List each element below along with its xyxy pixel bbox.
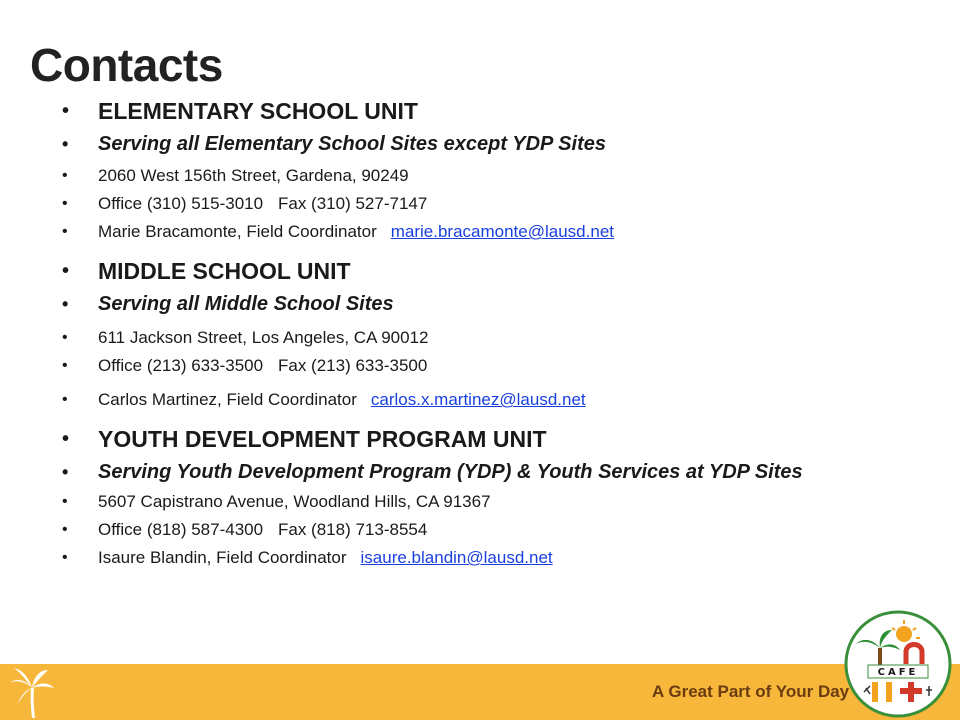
cafe-logo-text: CAFE: [877, 667, 919, 678]
page-title: Contacts: [30, 39, 223, 91]
section-heading-ydp: • YOUTH DEVELOPMENT PROGRAM UNIT: [62, 424, 922, 454]
coordinator-name: Isaure Blandin, Field Coordinator: [98, 548, 347, 567]
phone-row-ydp: [62, 520, 922, 540]
address-ydp: • 5607 Capistrano Avenue, Woodland Hills, CA 91367: [62, 492, 922, 512]
office-phone: Office (310) 515-3010: [98, 194, 264, 213]
fax-number: Fax (310) 527-7147: [278, 194, 428, 213]
section-subheading-elementary: • Serving all Elementary School Sites except YDP Sites: [62, 130, 922, 158]
email-link-ydp[interactable]: isaure.blandin@lausd.net: [360, 548, 553, 567]
email-link-elementary[interactable]: marie.bracamonte@lausd.net: [390, 222, 614, 241]
footer-tagline: A Great Part of Your Day: [652, 682, 850, 701]
phone-row-elementary: [62, 194, 922, 214]
cafe-logo-icon: [842, 608, 954, 720]
section-heading-elementary: • ELEMENTARY SCHOOL UNIT: [62, 96, 922, 126]
coordinator-name: Marie Bracamonte, Field Coordinator: [98, 222, 377, 241]
coordinator-row-ydp: [62, 548, 922, 568]
coordinator-name: Carlos Martinez, Field Coordinator: [98, 390, 357, 409]
fax-number: Fax (213) 633-3500: [278, 356, 428, 375]
fax-number: Fax (818) 713-8554: [278, 520, 428, 539]
office-phone: Office (818) 587-4300: [98, 520, 264, 539]
address-middle: • 611 Jackson Street, Los Angeles, CA 90012: [62, 328, 922, 348]
phone-row-middle: [62, 356, 922, 376]
section-heading-middle: • MIDDLE SCHOOL UNIT: [62, 256, 922, 286]
palm-tree-icon: [4, 664, 58, 720]
section-subheading-ydp: • Serving Youth Development Program (YDP) & Youth Services at YDP Sites: [62, 458, 922, 486]
office-phone: Office (213) 633-3500: [98, 356, 264, 375]
email-link-middle[interactable]: carlos.x.martinez@lausd.net: [370, 390, 586, 409]
coordinator-row-middle: [62, 390, 922, 410]
address-elementary: • 2060 West 156th Street, Gardena, 90249: [62, 166, 922, 186]
coordinator-row-elementary: [62, 222, 922, 242]
contacts-list: [62, 92, 922, 568]
section-subheading-middle: • Serving all Middle School Sites: [62, 290, 922, 318]
